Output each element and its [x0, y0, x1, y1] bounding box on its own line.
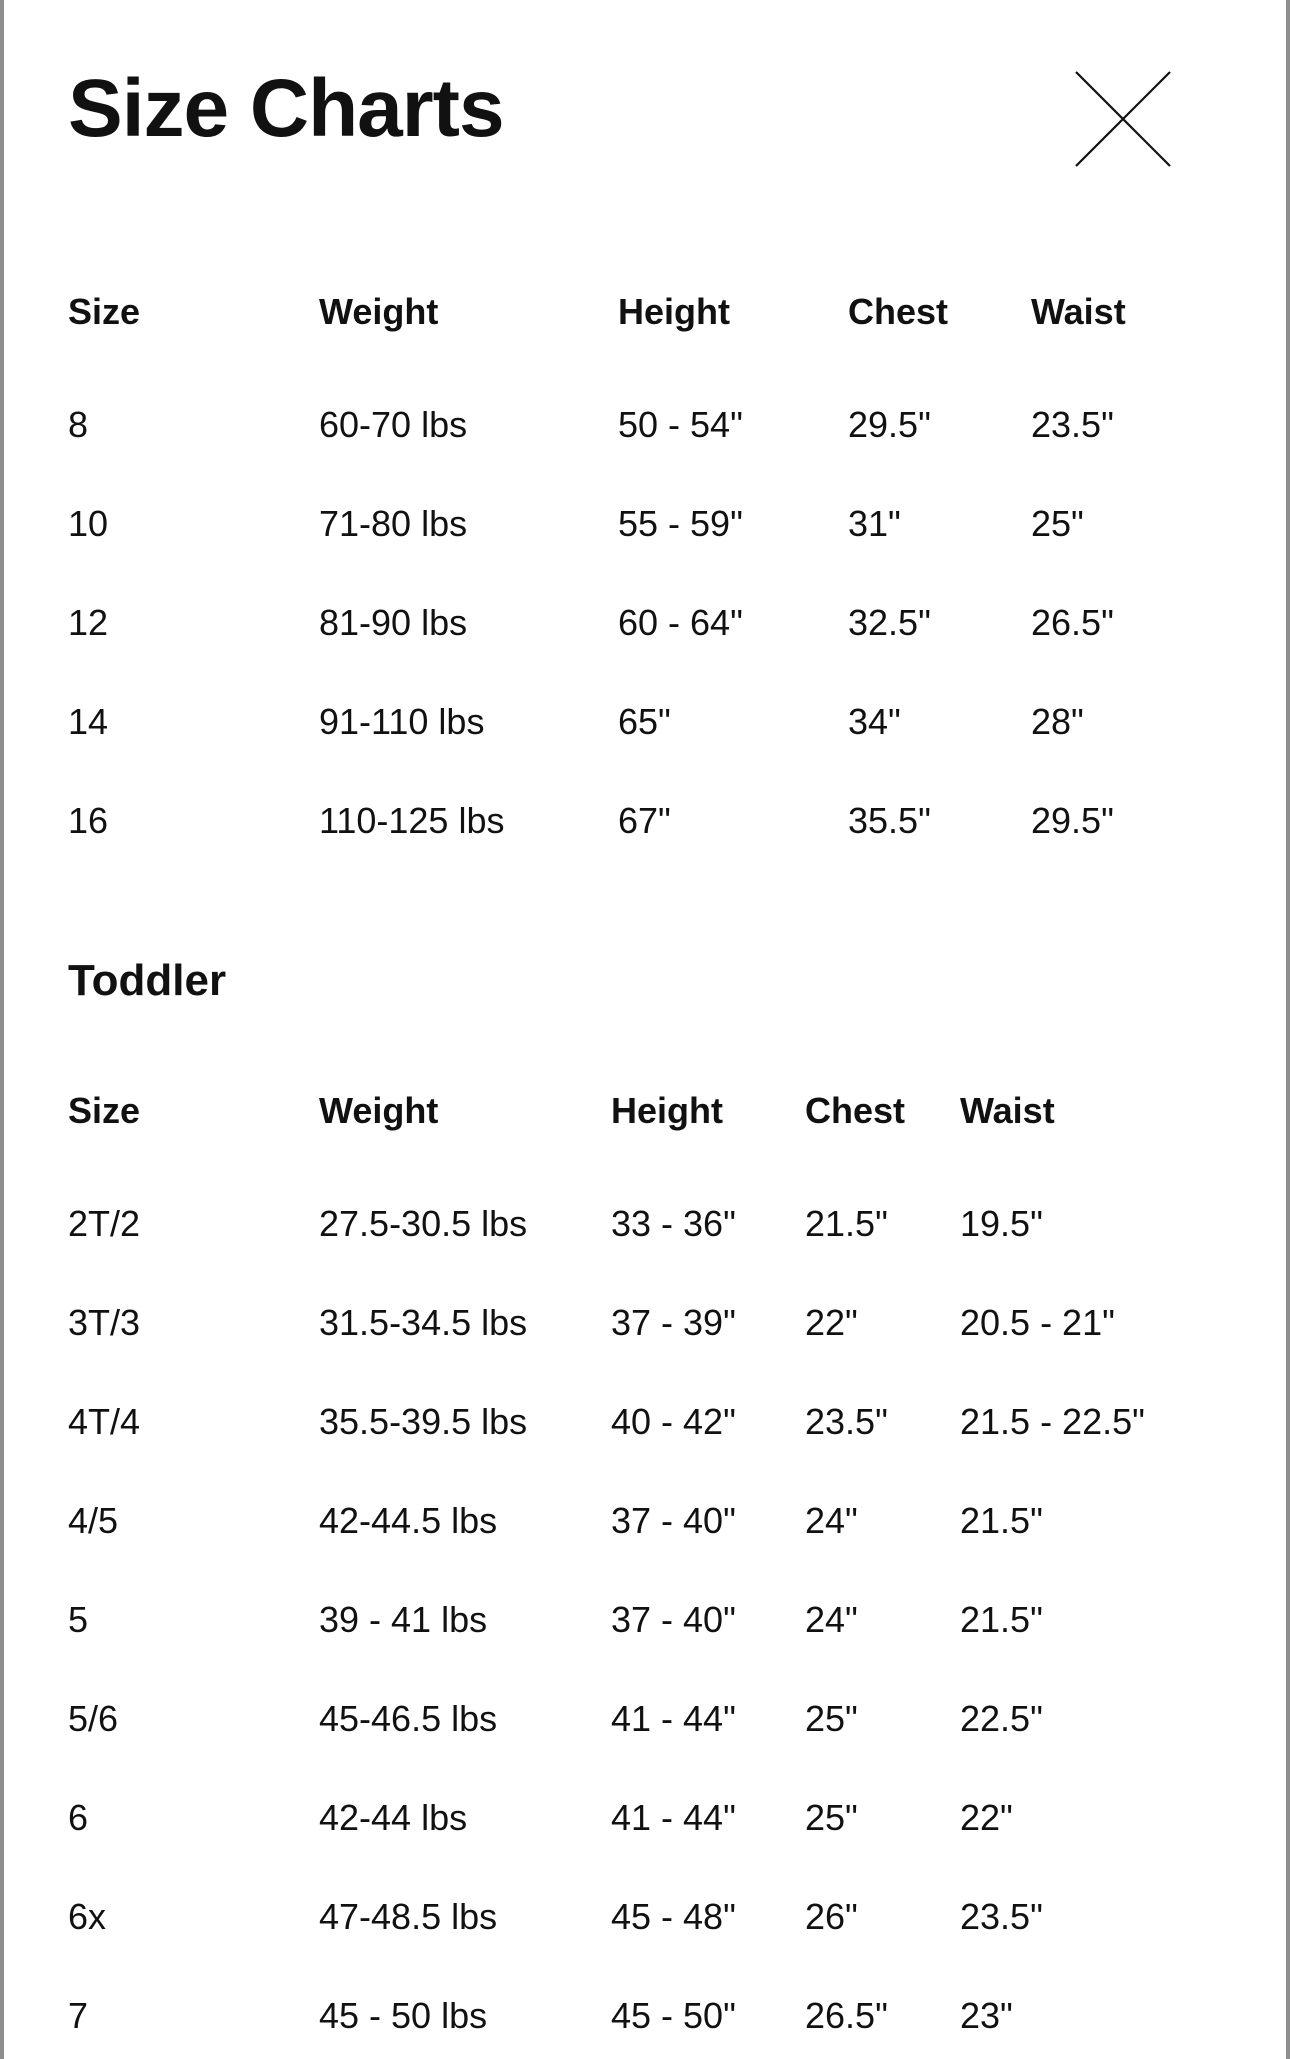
- cell-weight: 71-80 lbs: [319, 503, 468, 544]
- header-waist: Waist: [1031, 291, 1126, 332]
- cell-height: 41 - 44": [611, 1698, 736, 1739]
- cell-weight: 35.5-39.5 lbs: [319, 1401, 528, 1442]
- cell-size: 6x: [68, 1896, 107, 1937]
- modal-right-edge: [1286, 0, 1290, 2059]
- cell-weight: 91-110 lbs: [319, 701, 485, 742]
- cell-height: 45 - 48": [611, 1896, 736, 1937]
- header-size: Size: [68, 1090, 141, 1131]
- close-icon: [1072, 68, 1174, 170]
- cell-height: 55 - 59": [618, 503, 743, 544]
- cell-waist: 22.5": [960, 1698, 1043, 1739]
- table-row: [68, 700, 1218, 799]
- cell-chest: 22": [805, 1302, 858, 1343]
- cell-weight: 60-70 lbs: [319, 404, 468, 445]
- cell-chest: 31": [848, 503, 901, 544]
- cell-weight: 39 - 41 lbs: [319, 1599, 488, 1640]
- toddler-size-table: [68, 1089, 1218, 2059]
- cell-weight: 45-46.5 lbs: [319, 1698, 498, 1739]
- cell-chest: 26": [805, 1896, 858, 1937]
- cell-size: 2T/2: [68, 1203, 141, 1244]
- header-height: Height: [618, 291, 730, 332]
- cell-waist: 21.5": [960, 1500, 1043, 1541]
- cell-waist: 21.5": [960, 1599, 1043, 1640]
- header-weight: Weight: [319, 1090, 439, 1131]
- cell-height: 37 - 40": [611, 1500, 736, 1541]
- table-row: [68, 1598, 1218, 1697]
- cell-weight: 47-48.5 lbs: [319, 1896, 498, 1937]
- cell-chest: 24": [805, 1500, 858, 1541]
- cell-chest: 29.5": [848, 404, 931, 445]
- cell-height: 50 - 54": [618, 404, 743, 445]
- cell-size: 5/6: [68, 1698, 119, 1739]
- cell-size: 8: [68, 404, 89, 445]
- cell-weight: 42-44.5 lbs: [319, 1500, 498, 1541]
- table-row: [68, 1499, 1218, 1598]
- header-size: Size: [68, 291, 141, 332]
- cell-height: 37 - 40": [611, 1599, 736, 1640]
- cell-weight: 27.5-30.5 lbs: [319, 1203, 528, 1244]
- cell-size: 12: [68, 602, 109, 643]
- table-row: [68, 1994, 1218, 2059]
- cell-chest: 25": [805, 1797, 858, 1838]
- toddler-section-title: Toddler: [68, 956, 227, 1005]
- cell-waist: 25": [1031, 503, 1084, 544]
- close-button[interactable]: [1072, 68, 1174, 170]
- cell-weight: 81-90 lbs: [319, 602, 468, 643]
- table-header-row: [68, 1089, 1218, 1202]
- table-row: [68, 799, 1218, 898]
- cell-chest: 25": [805, 1698, 858, 1739]
- cell-chest: 23.5": [805, 1401, 888, 1442]
- table-row: [68, 601, 1218, 700]
- cell-waist: 22": [960, 1797, 1013, 1838]
- cell-size: 10: [68, 503, 109, 544]
- cell-waist: 26.5": [1031, 602, 1114, 643]
- table-row: [68, 403, 1218, 502]
- cell-size: 5: [68, 1599, 89, 1640]
- cell-chest: 34": [848, 701, 901, 742]
- cell-chest: 24": [805, 1599, 858, 1640]
- cell-waist: 19.5": [960, 1203, 1043, 1244]
- table-row: [68, 1400, 1218, 1499]
- cell-height: 60 - 64": [618, 602, 743, 643]
- cell-height: 65": [618, 701, 671, 742]
- table-header-row: [68, 290, 1218, 403]
- youth-size-table: [68, 290, 1218, 898]
- table-row: [68, 1202, 1218, 1301]
- cell-height: 67": [618, 800, 671, 841]
- page-title: Size Charts: [68, 63, 504, 154]
- cell-size: 6: [68, 1797, 89, 1838]
- cell-weight: 110-125 lbs: [319, 800, 505, 841]
- cell-chest: 35.5": [848, 800, 931, 841]
- cell-waist: 23": [960, 1995, 1013, 2036]
- cell-height: 41 - 44": [611, 1797, 736, 1838]
- cell-chest: 21.5": [805, 1203, 888, 1244]
- cell-size: 3T/3: [68, 1302, 141, 1343]
- header-chest: Chest: [805, 1090, 906, 1131]
- cell-height: 33 - 36": [611, 1203, 736, 1244]
- cell-chest: 32.5": [848, 602, 931, 643]
- cell-size: 14: [68, 701, 109, 742]
- cell-height: 45 - 50": [611, 1995, 736, 2036]
- cell-waist: 20.5 - 21": [960, 1302, 1115, 1343]
- table-row: [68, 1697, 1218, 1796]
- table-row: [68, 502, 1218, 601]
- cell-waist: 23.5": [1031, 404, 1114, 445]
- cell-waist: 29.5": [1031, 800, 1114, 841]
- cell-size: 4/5: [68, 1500, 119, 1541]
- header-weight: Weight: [319, 291, 439, 332]
- cell-waist: 23.5": [960, 1896, 1043, 1937]
- table-row: [68, 1895, 1218, 1994]
- table-row: [68, 1301, 1218, 1400]
- cell-waist: 28": [1031, 701, 1084, 742]
- cell-weight: 42-44 lbs: [319, 1797, 468, 1838]
- table-row: [68, 1796, 1218, 1895]
- header-chest: Chest: [848, 291, 949, 332]
- modal-left-edge: [0, 0, 4, 2059]
- cell-weight: 45 - 50 lbs: [319, 1995, 488, 2036]
- cell-size: 4T/4: [68, 1401, 141, 1442]
- header-height: Height: [611, 1090, 723, 1131]
- cell-height: 40 - 42": [611, 1401, 736, 1442]
- cell-chest: 26.5": [805, 1995, 888, 2036]
- cell-size: 7: [68, 1995, 89, 2036]
- cell-weight: 31.5-34.5 lbs: [319, 1302, 528, 1343]
- header-waist: Waist: [960, 1090, 1055, 1131]
- cell-size: 16: [68, 800, 109, 841]
- cell-height: 37 - 39": [611, 1302, 736, 1343]
- cell-waist: 21.5 - 22.5": [960, 1401, 1145, 1442]
